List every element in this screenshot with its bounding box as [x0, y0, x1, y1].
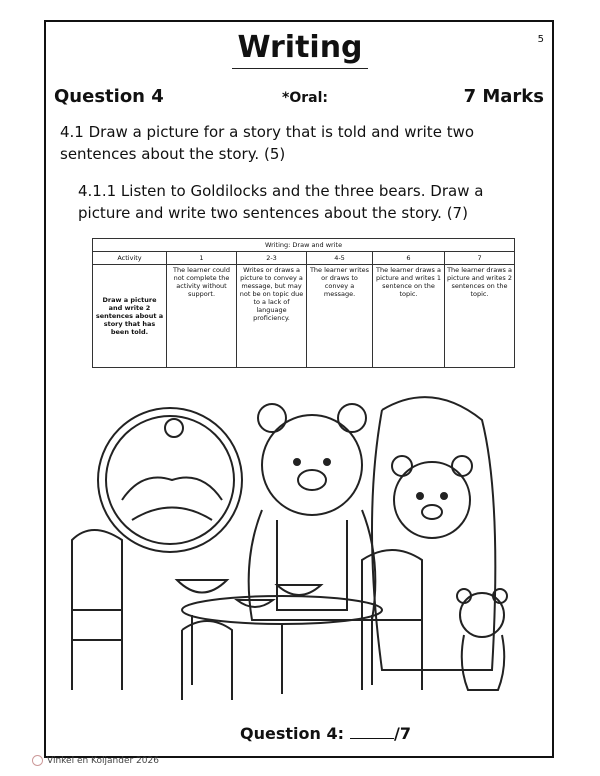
rubric-cell: Writes or draws a picture to convey a message, but may not be on topic due to a lack of language proficiency. [237, 265, 307, 368]
question-item-4-1-1: 4.1.1 Listen to Goldilocks and the three bears. Draw a picture and write two sentences about the story. (7) [78, 182, 484, 222]
rubric-cell: The learner draws a picture and writes 2 sentences on the topic. [445, 265, 515, 368]
brand-footer [32, 755, 159, 766]
rubric-header: Activity [93, 252, 167, 265]
rubric-header-row [93, 252, 515, 265]
score-total: /7 [393, 724, 411, 743]
score-label: Question 4: [240, 724, 344, 743]
title-underline [232, 68, 368, 69]
window-icon [98, 408, 242, 552]
rubric-cell: Draw a picture and write 2 sentences about a story that has been told. [93, 265, 167, 368]
rubric-table [92, 238, 515, 368]
question-item-4-1: 4.1 Draw a picture for a story that is told and write two sentences about the story. (5) [60, 123, 475, 163]
rubric-body-row [93, 265, 515, 368]
rubric-header: 4-5 [307, 252, 373, 265]
rubric-header: 6 [373, 252, 445, 265]
page-number: 5 [537, 34, 544, 45]
papa-bear-icon [249, 404, 376, 620]
brand-logo-icon [32, 755, 43, 766]
rubric-cell: The learner draws a picture and writes 1 sentence on the topic. [373, 265, 445, 368]
baby-bear-icon [457, 589, 507, 690]
mama-bear-icon [372, 397, 495, 670]
rubric-header: 7 [445, 252, 515, 265]
score-blank[interactable] [350, 724, 394, 739]
rubric-cell: The learner writes or draws to convey a message. [307, 265, 373, 368]
rubric-header: 1 [167, 252, 237, 265]
chair-icon [72, 530, 422, 700]
question-label: Question 4 [54, 86, 164, 107]
oral-label: *Oral: [282, 90, 328, 106]
rubric-title: Writing: Draw and write [93, 239, 515, 252]
brand-text: Vinkel en Koljander 2026 [47, 756, 159, 766]
rubric-header: 2-3 [237, 252, 307, 265]
rubric-cell: The learner could not complete the activity without support. [167, 265, 237, 368]
page-title: Writing [237, 30, 363, 65]
three-bears-coloring-illustration [62, 370, 538, 710]
table-with-bowls-icon [177, 580, 382, 694]
marks-label: 7 Marks [463, 86, 544, 107]
question-score [240, 724, 411, 743]
